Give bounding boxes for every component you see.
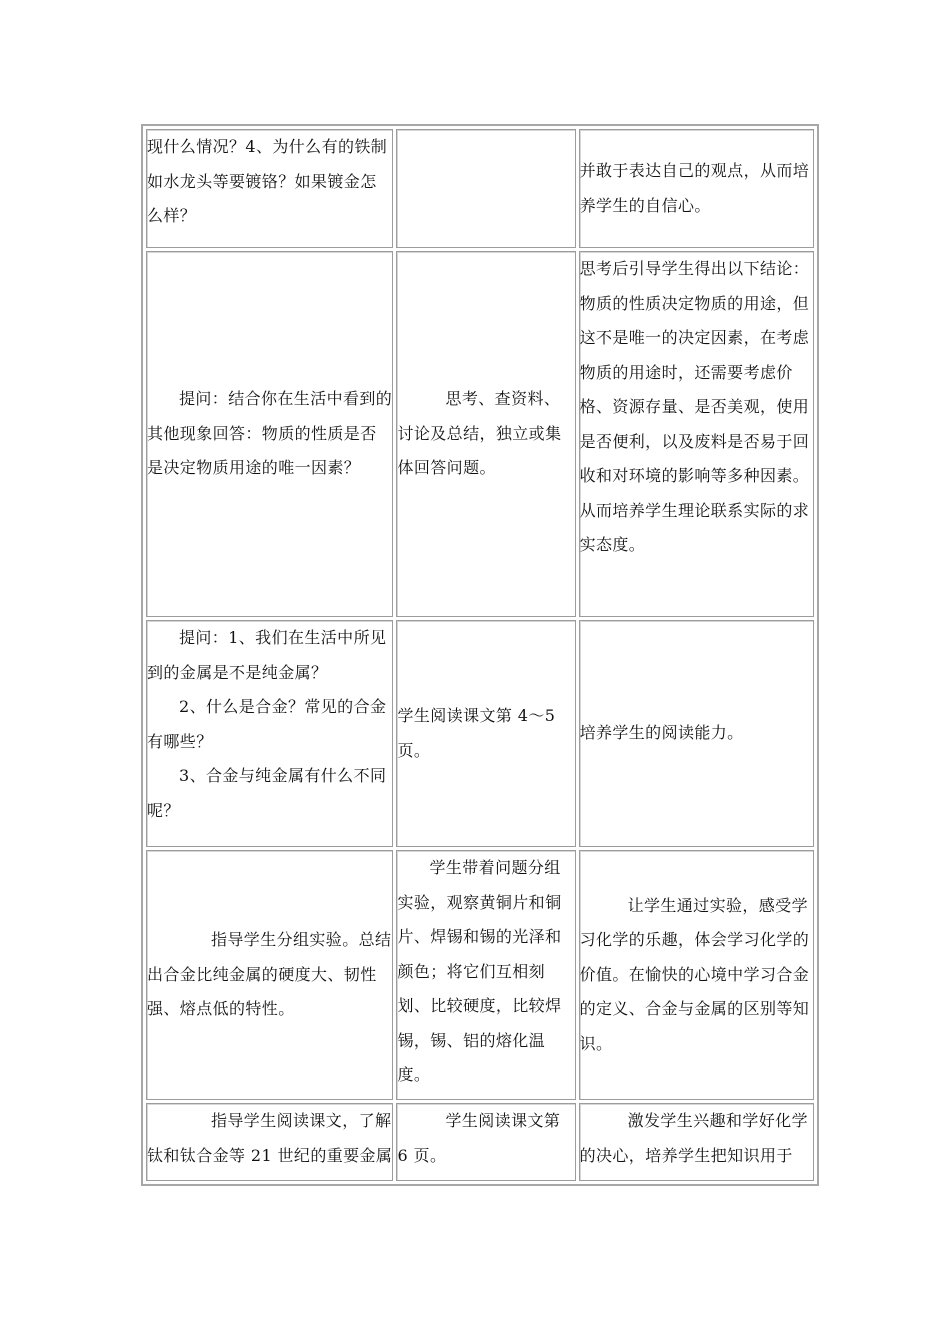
purpose-cell xyxy=(579,251,814,617)
purpose-cell xyxy=(579,129,814,248)
cell-text: 提问：结合你在生活中看到的其他现象回答：物质的性质是否是决定物质用途的唯一因素？ xyxy=(147,389,393,478)
teacher-activity-cell xyxy=(146,251,393,617)
lesson-plan-table xyxy=(141,124,819,1186)
cell-text: 指导学生分组实验。总结出合金比纯金属的硬度大、韧性强、熔点低的特性。 xyxy=(147,930,392,1019)
cell-text: 思考后引导学生得出以下结论：物质的性质决定物质的用途，但这不是唯一的决定因素，在考虑物质的用途时，还需要考虑价格、资源存量、是否美观，使用是否便利，以及废料是否易于回收和对环境的影响等多种因素。从而培养学生理论联系实际的求实态度。 xyxy=(579,259,810,554)
cell-text: 学生带着问题分组实验，观察黄铜片和铜片、焊锡和锡的光泽和颜色；将它们互相刻划、比较硬度，比较焊锡，锡、铝的熔化温度。 xyxy=(397,858,562,1084)
cell-text: 2、什么是合金？常见的合金有哪些？ xyxy=(147,697,387,751)
cell-text: 思考、查资料、讨论及总结，独立或集体回答问题。 xyxy=(397,389,562,478)
cell-text: 提问：1、我们在生活中所见到的金属是不是纯金属？ xyxy=(147,628,387,682)
cell-text: 指导学生阅读课文，了解钛和钛合金等 21 世纪的重要金属 xyxy=(147,1111,393,1165)
cell-text: 现什么情况？4、为什么有的铁制如水龙头等要镀铬？如果镀金怎么样？ xyxy=(147,137,388,225)
student-activity-cell xyxy=(396,620,575,847)
cell-text: 学生阅读课文第 4～5 页。 xyxy=(397,706,556,760)
table-row xyxy=(146,620,814,847)
cell-text: 激发学生兴趣和学好化学的决心，培养学生把知识用于 xyxy=(579,1111,808,1165)
student-activity-cell xyxy=(396,129,575,248)
student-activity-cell xyxy=(396,1103,575,1181)
purpose-cell xyxy=(579,620,814,847)
table-row xyxy=(146,129,814,248)
teacher-activity-cell xyxy=(146,620,393,847)
cell-text: 让学生通过实验，感受学习化学的乐趣，体会学习化学的价值。在愉快的心境中学习合金的定义、合金与金属的区别等知识。 xyxy=(579,895,810,1053)
purpose-cell xyxy=(579,1103,814,1181)
student-activity-cell xyxy=(396,850,575,1100)
table-row xyxy=(146,1103,814,1181)
table-row xyxy=(146,251,814,617)
student-activity-cell xyxy=(396,251,575,617)
teacher-activity-cell xyxy=(146,1103,393,1181)
cell-text: 培养学生的阅读能力。 xyxy=(579,723,744,743)
cell-text: 学生阅读课文第 6 页。 xyxy=(397,1111,561,1165)
teacher-activity-cell xyxy=(146,129,393,248)
cell-text: 并敢于表达自己的观点，从而培养学生的自信心。 xyxy=(579,161,810,215)
teacher-activity-cell xyxy=(146,850,393,1100)
table-row xyxy=(146,850,814,1100)
purpose-cell xyxy=(579,850,814,1100)
cell-text: 3、合金与纯金属有什么不同呢？ xyxy=(147,766,387,820)
